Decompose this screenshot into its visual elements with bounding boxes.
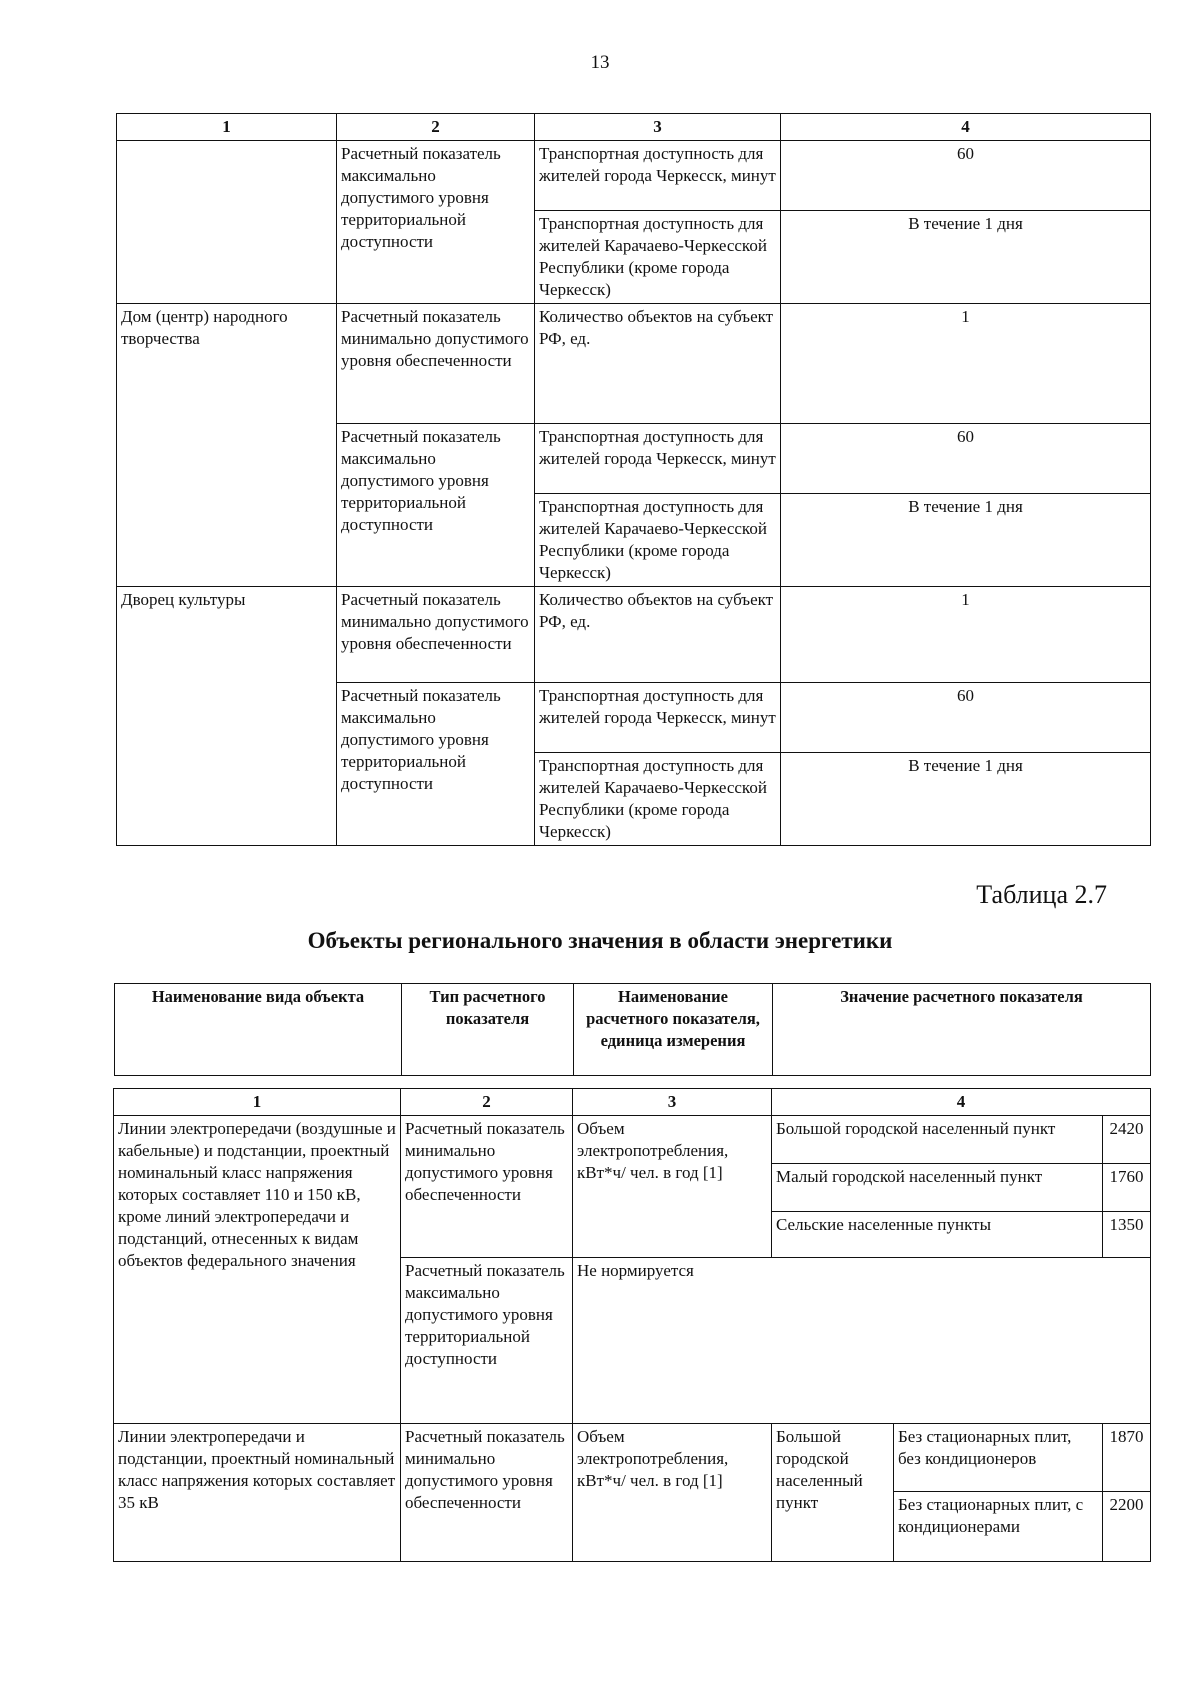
indicator-type: Расчетный показатель минимально допустимого уровня обеспеченности — [401, 1424, 573, 1562]
col-number-4: 4 — [781, 114, 1151, 141]
col-number-1: 1 — [117, 114, 337, 141]
object-name: Линии электропередачи (воздушные и кабельные) и подстанции, проектный номинальный класс напряжения которых составляет 110 и 150 кВ, кроме линий электропередачи и подстанций, отнесенных к видам объектов федерального значения — [114, 1116, 401, 1424]
col-number-4: 4 — [772, 1089, 1151, 1116]
col-number-1: 1 — [114, 1089, 401, 1116]
indicator-value: 1760 — [1103, 1164, 1151, 1212]
indicator-value: 1350 — [1103, 1212, 1151, 1258]
condition-label: Без стационарных плит, без кондиционеров — [894, 1424, 1103, 1492]
indicator-name: Транспортная доступность для жителей города Черкесск, минут — [535, 141, 781, 211]
indicator-value: 1 — [781, 304, 1151, 424]
indicator-name: Транспортная доступность для жителей Карачаево-Черкесской Республики (кроме города Черкесск) — [535, 494, 781, 587]
indicator-type: Расчетный показатель максимально допустимого уровня территориальной доступности — [337, 683, 535, 846]
indicator-value: В течение 1 дня — [781, 211, 1151, 304]
indicator-value: В течение 1 дня — [781, 753, 1151, 846]
indicator-type: Расчетный показатель минимально допустимого уровня обеспеченности — [337, 304, 535, 424]
indicator-type: Расчетный показатель максимально допустимого уровня территориальной доступности — [401, 1258, 573, 1424]
indicator-type: Расчетный показатель минимально допустимого уровня обеспеченности — [337, 587, 535, 683]
header-object-kind: Наименование вида объекта — [115, 984, 402, 1076]
indicator-value: 1870 — [1103, 1424, 1151, 1492]
object-name: Линии электропередачи и подстанции, проектный номинальный класс напряжения которых составляет 35 кВ — [114, 1424, 401, 1562]
indicator-value: В течение 1 дня — [781, 494, 1151, 587]
indicator-value: 60 — [781, 683, 1151, 753]
indicator-name: Объем электропотребления, кВт*ч/ чел. в год [1] — [573, 1424, 772, 1562]
table-caption: Таблица 2.7 — [976, 880, 1107, 909]
page-number: 13 — [590, 52, 610, 73]
energy-table-header — [114, 983, 1151, 1076]
indicator-value: 1 — [781, 587, 1151, 683]
indicator-value: 2420 — [1103, 1116, 1151, 1164]
indicator-type: Расчетный показатель минимально допустимого уровня обеспеченности — [401, 1116, 573, 1258]
settlement-label: Большой городской населенный пункт — [772, 1116, 1103, 1164]
col-number-3: 3 — [573, 1089, 772, 1116]
indicator-name: Не нормируется — [573, 1258, 1151, 1424]
header-indicator-type: Тип расчетного показателя — [402, 984, 574, 1076]
indicator-value: 60 — [781, 141, 1151, 211]
settlement-label: Сельские населенные пункты — [772, 1212, 1103, 1258]
condition-label: Без стационарных плит, с кондиционерами — [894, 1492, 1103, 1562]
col-number-2: 2 — [337, 114, 535, 141]
indicator-name: Количество объектов на субъект РФ, ед. — [535, 304, 781, 424]
table-title: Объекты регионального значения в области энергетики — [307, 928, 893, 953]
settlement-label: Малый городской населенный пункт — [772, 1164, 1103, 1212]
object-name: Дом (центр) народного творчества — [117, 304, 337, 587]
culture-objects-table — [116, 113, 1151, 846]
indicator-type: Расчетный показатель максимально допустимого уровня территориальной доступности — [337, 424, 535, 587]
indicator-name: Транспортная доступность для жителей города Черкесск, минут — [535, 683, 781, 753]
indicator-type: Расчетный показатель максимально допустимого уровня территориальной доступности — [337, 141, 535, 304]
col-number-2: 2 — [401, 1089, 573, 1116]
indicator-value: 2200 — [1103, 1492, 1151, 1562]
col-number-3: 3 — [535, 114, 781, 141]
header-indicator-name: Наименование расчетного показателя, единица измерения — [574, 984, 773, 1076]
indicator-name: Количество объектов на субъект РФ, ед. — [535, 587, 781, 683]
energy-objects-table — [113, 1088, 1151, 1562]
indicator-value: 60 — [781, 424, 1151, 494]
indicator-name: Транспортная доступность для жителей Карачаево-Черкесской Республики (кроме города Черкесск) — [535, 211, 781, 304]
object-name: Дворец культуры — [117, 587, 337, 846]
indicator-name: Транспортная доступность для жителей города Черкесск, минут — [535, 424, 781, 494]
table-cell-empty — [117, 141, 337, 304]
header-indicator-value: Значение расчетного показателя — [773, 984, 1151, 1076]
indicator-name: Объем электропотребления, кВт*ч/ чел. в год [1] — [573, 1116, 772, 1258]
settlement-label: Большой городской населенный пункт — [772, 1424, 894, 1562]
indicator-name: Транспортная доступность для жителей Карачаево-Черкесской Республики (кроме города Черкесск) — [535, 753, 781, 846]
